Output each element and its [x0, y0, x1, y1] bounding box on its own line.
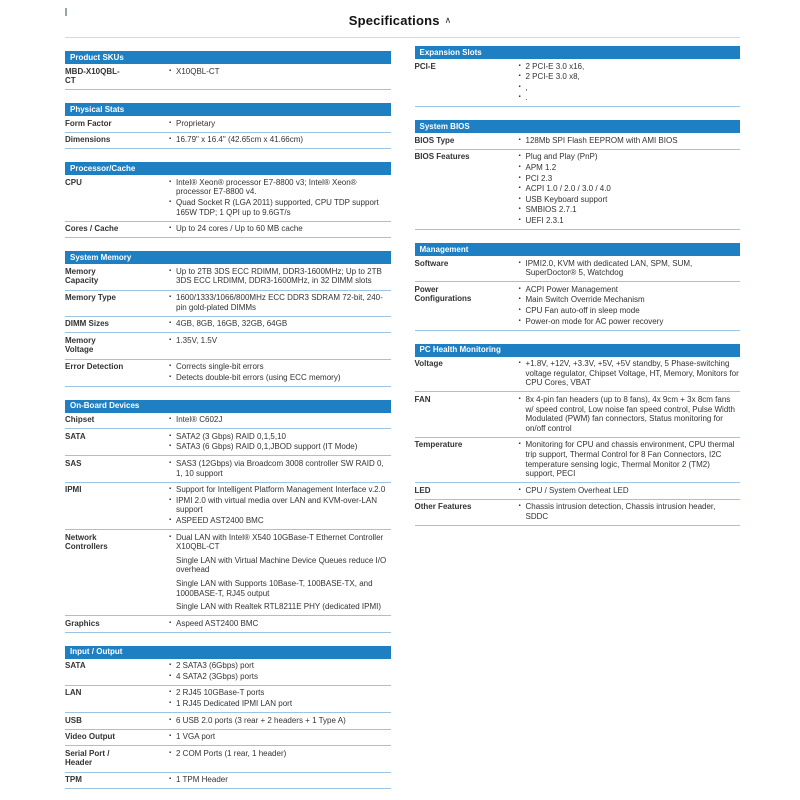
bullet-icon: ▪ [169, 486, 172, 493]
bullet-icon: ▪ [169, 716, 172, 723]
spec-item [519, 216, 741, 226]
spec-item [519, 205, 741, 215]
bullet-icon: ▪ [518, 395, 521, 402]
bullet-icon: ▪ [518, 259, 521, 266]
section-header-product-skus: Product SKUs [65, 51, 391, 64]
spec-item-text: Corrects single-bit errors [176, 362, 264, 371]
bullet-icon: ▪ [169, 373, 172, 380]
spec-columns [0, 46, 800, 800]
spec-item-text: Proprietary [176, 118, 216, 128]
spec-item [519, 174, 741, 184]
spec-label-power-configurations: Power Configurations [414, 284, 472, 304]
spec-item [169, 432, 391, 442]
specifications-header[interactable] [0, 0, 800, 30]
spec-item-text: ACPI Power Management [525, 284, 618, 294]
spec-item-text: CPU / System Overheat LED [525, 485, 629, 495]
spec-item-text: X10QBL-CT [176, 66, 220, 76]
spec-item-text: SMBIOS 2.7.1 [525, 205, 577, 215]
bullet-icon: ▪ [518, 486, 521, 493]
top-left-tick [65, 8, 67, 16]
bullet-icon: ▪ [169, 689, 172, 696]
spec-item [519, 184, 741, 194]
spec-row-temperature [415, 438, 741, 483]
spec-values [169, 485, 391, 525]
spec-row-memory-voltage [65, 333, 391, 359]
bullet-icon: ▪ [169, 416, 172, 423]
bullet-icon: ▪ [518, 296, 521, 303]
spec-values [169, 432, 391, 452]
page-title: Specifications [348, 13, 440, 28]
spec-label-sas: SAS [65, 458, 82, 468]
spec-row-memory-type [65, 291, 391, 317]
spec-item [169, 198, 391, 217]
spec-row-mbd-x10qbl-ct [65, 64, 391, 90]
spec-values [519, 62, 741, 103]
spec-item-text: Main Switch Override Mechanism [525, 295, 645, 305]
spec-item-text: CPU Fan auto-off in sleep mode [525, 306, 640, 315]
bullet-icon: ▪ [518, 136, 521, 143]
spec-item-text: 2 PCI-E 3.0 x16, [525, 61, 585, 71]
spec-label-memory-capacity: Memory Capacity [65, 266, 99, 286]
bullet-icon: ▪ [518, 94, 521, 101]
spec-item-text: 1 VGA port [176, 732, 216, 742]
bullet-icon: ▪ [518, 83, 521, 90]
spec-item [169, 775, 391, 785]
spec-label-cpu: CPU [65, 177, 82, 187]
spec-values [519, 152, 741, 225]
spec-row-chipset [65, 413, 391, 430]
bullet-icon: ▪ [518, 317, 521, 324]
spec-item [519, 295, 741, 305]
spec-values [169, 119, 391, 129]
section-header-on-board-devices: On-Board Devices [65, 400, 391, 413]
bullet-icon: ▪ [169, 294, 172, 301]
spec-item [519, 395, 741, 433]
spec-item [519, 259, 741, 278]
spec-item [169, 749, 391, 759]
spec-item-text: SATA2 (3 Gbps) RAID 0,1,5,10 [176, 431, 286, 441]
spec-item-text: 1 TPM Header [176, 775, 228, 785]
spec-item [519, 317, 741, 327]
spec-item-text: UEFI 2.3.1 [525, 216, 564, 226]
spec-row-video-output [65, 730, 391, 747]
spec-label-video-output: Video Output [65, 732, 116, 742]
bullet-icon: ▪ [169, 119, 172, 126]
spec-row-network-controllers [65, 530, 391, 616]
spec-item-text: PCI 2.3 [525, 173, 553, 183]
bullet-icon: ▪ [169, 533, 172, 540]
spec-item [519, 163, 741, 173]
spec-row-serial-port-header [65, 746, 391, 772]
spec-item-text: Quad Socket R (LGA 2011) supported, CPU TDP support 165W TDP; 1 QPI up to 9.6GT/s [176, 198, 379, 217]
spec-item [176, 602, 391, 612]
section-product-skus [65, 51, 391, 90]
left-column [65, 46, 391, 800]
spec-item-text: Single LAN with Virtual Machine Device Queues reduce I/O overhead [176, 555, 387, 575]
section-header-physical-stats: Physical Stats [65, 103, 391, 116]
spec-row-software [415, 256, 741, 282]
spec-item-text: Up to 2TB 3DS ECC RDIMM, DDR3-1600MHz; Up to 2TB 3DS ECC LRDIMM, DDR3-1600MHz, in 32 DIMM slots [176, 266, 382, 286]
spec-row-dimm-sizes [65, 317, 391, 334]
collapse-chevron-icon[interactable]: ∧ [444, 15, 452, 25]
bullet-icon: ▪ [169, 320, 172, 327]
spec-label-form-factor: Form Factor [65, 118, 112, 128]
spec-item [169, 373, 391, 383]
spec-item-text: Plug and Play (PnP) [525, 152, 598, 162]
section-header-input-output: Input / Output [65, 646, 391, 659]
spec-values [169, 362, 391, 382]
bullet-icon: ▪ [518, 307, 521, 313]
spec-label-temperature: Temperature [414, 440, 463, 450]
spec-item-text: Intel® C602J [176, 415, 223, 425]
spec-item-text: 2 SATA3 (6Gbps) port [176, 661, 254, 671]
spec-row-usb [65, 713, 391, 730]
bullet-icon: ▪ [169, 733, 172, 740]
bullet-icon: ▪ [169, 67, 172, 74]
bullet-icon: ▪ [169, 443, 172, 450]
spec-item-text: 8x 4-pin fan headers (up to 8 fans), 4x 9cm + 3x 8cm fans w/ speed control, Low noise fan speed control, Pulse Width Modulated (PWM) fan connectors, Status monitoring for on/off control [525, 394, 735, 433]
spec-item-text: 2 COM Ports (1 rear, 1 header) [176, 748, 287, 758]
spec-item-text: , [525, 82, 528, 92]
bullet-icon: ▪ [518, 73, 521, 80]
bullet-icon: ▪ [169, 136, 172, 143]
bullet-icon: ▪ [169, 672, 172, 679]
spec-item-text: Chassis intrusion detection, Chassis intrusion header, SDDC [525, 502, 716, 521]
spec-item-text: 128Mb SPI Flash EEPROM with AMI BIOS [525, 135, 678, 145]
spec-label-sata: SATA [65, 431, 86, 441]
spec-item-text: 2 RJ45 10GBase-T ports [176, 688, 265, 698]
spec-label-dimm-sizes: DIMM Sizes [65, 319, 110, 329]
spec-item [169, 533, 391, 552]
section-header-system-memory: System Memory [65, 251, 391, 264]
spec-item [519, 136, 741, 146]
spec-label-serial-port-header: Serial Port / Header [65, 748, 110, 768]
spec-item [169, 699, 391, 709]
bullet-icon: ▪ [518, 174, 521, 181]
spec-item-text: SATA3 (6 Gbps) RAID 0,1,JBOD support (IT Mode) [176, 442, 358, 452]
spec-item-text: 1600/1333/1066/800MHz ECC DDR3 SDRAM 72-bit, 240-pin gold-plated DIMMs [176, 293, 383, 312]
spec-item-text: USB Keyboard support [525, 194, 608, 204]
spec-values [169, 415, 391, 425]
spec-values [169, 661, 391, 681]
spec-label-lan: LAN [65, 688, 82, 698]
spec-item [519, 195, 741, 205]
spec-item [169, 362, 391, 372]
bullet-icon: ▪ [169, 516, 172, 523]
spec-item [519, 62, 741, 72]
spec-item-text: Support for Intelligent Platform Management Interface v.2.0 [176, 485, 386, 495]
spec-row-dimensions [65, 133, 391, 150]
bullet-icon: ▪ [169, 178, 172, 185]
bullet-icon: ▪ [169, 199, 172, 206]
spec-row-bios-features [415, 150, 741, 230]
bullet-icon: ▪ [518, 441, 521, 448]
spec-values [169, 533, 391, 612]
bullet-icon: ▪ [518, 206, 521, 213]
bullet-icon: ▪ [169, 336, 172, 343]
spec-item [169, 672, 391, 682]
spec-values [169, 178, 391, 217]
spec-item-text: Detects double-bit errors (using ECC memory) [176, 372, 341, 382]
spec-item [169, 442, 391, 452]
spec-item-text: IPMI2.0, KVM with dedicated LAN, SPM, SUM, SuperDoctor® 5, Watchdog [525, 258, 693, 278]
spec-label-network-controllers: Network Controllers [65, 532, 108, 552]
spec-row-form-factor [65, 116, 391, 133]
spec-row-sas [65, 456, 391, 482]
section-management [415, 243, 741, 331]
spec-label-error-detection: Error Detection [65, 362, 124, 371]
section-system-bios [415, 120, 741, 230]
spec-item-text: Single LAN with Realtek RTL8211E PHY (dedicated IPMI) [176, 602, 381, 612]
spec-item-text: Power-on mode for AC power recovery [525, 316, 664, 326]
spec-item-text: APM 1.2 [525, 163, 557, 173]
spec-values [169, 135, 391, 145]
spec-label-mbd-x10qbl-ct: MBD-X10QBL-CT [65, 66, 120, 86]
bullet-icon: ▪ [518, 153, 521, 160]
spec-item [519, 440, 741, 478]
spec-item [169, 319, 391, 329]
spec-row-cpu [65, 175, 391, 221]
spec-label-graphics: Graphics [65, 618, 100, 628]
spec-item-text: 6 USB 2.0 ports (3 rear + 2 headers + 1 Type A) [176, 715, 346, 725]
title-divider [65, 37, 740, 38]
spec-item-text: 2 PCI-E 3.0 x8, [525, 72, 580, 82]
spec-item-text: 1 RJ45 Dedicated IPMI LAN port [176, 699, 293, 709]
spec-values [519, 136, 741, 146]
spec-row-power-configurations [415, 282, 741, 330]
spec-item [169, 135, 391, 145]
spec-label-bios-type: BIOS Type [414, 135, 455, 145]
section-header-pc-health-monitoring: PC Health Monitoring [415, 344, 741, 357]
spec-item-text: IPMI 2.0 with virtual media over LAN and KVM-over-LAN support [176, 495, 377, 515]
spec-item-text: ACPI 1.0 / 2.0 / 3.0 / 4.0 [525, 184, 611, 194]
spec-values [169, 732, 391, 742]
spec-values [519, 285, 741, 326]
section-header-processor-cache: Processor/Cache [65, 162, 391, 175]
section-header-management: Management [415, 243, 741, 256]
spec-item [176, 556, 391, 575]
spec-label-other-features: Other Features [414, 502, 472, 512]
spec-item [169, 516, 391, 526]
spec-item-text: ASPEED AST2400 BMC [176, 515, 264, 525]
spec-item [169, 661, 391, 671]
bullet-icon: ▪ [518, 360, 521, 367]
section-physical-stats [65, 103, 391, 149]
spec-label-cores-cache: Cores / Cache [65, 224, 119, 234]
spec-values [519, 395, 741, 433]
spec-item [519, 83, 741, 93]
spec-item [169, 267, 391, 286]
spec-item [519, 486, 741, 496]
spec-values [519, 440, 741, 478]
spec-values [169, 224, 391, 234]
spec-values [169, 267, 391, 286]
spec-item-text: Monitoring for CPU and chassis environment, CPU thermal trip support, Thermal Control for 8 Fan Connectors, I2C temperature sensing logic, Thermal Monitor 2 (TM2) support, PECI [525, 440, 735, 479]
spec-item-text: Aspeed AST2400 BMC [176, 618, 259, 628]
spec-label-fan: FAN [414, 394, 431, 404]
spec-row-pci-e [415, 59, 741, 107]
spec-item [169, 485, 391, 495]
spec-label-pci-e: PCI-E [414, 61, 436, 71]
section-input-output [65, 646, 391, 789]
spec-row-other-features [415, 500, 741, 526]
spec-item [169, 224, 391, 234]
spec-label-bios-features: BIOS Features [414, 152, 470, 162]
spec-item-text: Intel® Xeon® processor E7-8800 v3; Intel® Xeon® processor E7-8800 v4. [176, 177, 357, 197]
spec-item [169, 178, 391, 197]
spec-item-text: Single LAN with Supports 10Base-T, 100BASE-TX, and 1000BASE-T, RJ45 output [176, 578, 373, 598]
bullet-icon: ▪ [518, 195, 521, 202]
spec-item [169, 67, 391, 77]
spec-item [169, 336, 391, 346]
spec-label-voltage: Voltage [414, 359, 443, 369]
spec-values [169, 459, 391, 478]
spec-item-text: Dual LAN with Intel® X540 10GBase-T Ethernet Controller X10QBL-CT [176, 532, 384, 552]
spec-row-tpm [65, 773, 391, 790]
spec-item [169, 496, 391, 515]
spec-values [519, 502, 741, 521]
bullet-icon: ▪ [169, 619, 172, 626]
spec-item [176, 579, 391, 598]
bullet-icon: ▪ [169, 700, 172, 707]
spec-item [519, 285, 741, 295]
spec-item [519, 152, 741, 162]
bullet-icon: ▪ [169, 776, 172, 783]
bullet-icon: ▪ [518, 285, 521, 292]
spec-label-led: LED [414, 485, 431, 495]
spec-values [169, 688, 391, 708]
spec-row-bios-type [415, 133, 741, 150]
spec-values [169, 293, 391, 312]
spec-item-text: 16.79" x 16.4" (42.65cm x 41.66cm) [176, 135, 304, 145]
spec-item [519, 93, 741, 103]
spec-item-text: 4 SATA2 (3Gbps) ports [176, 671, 258, 681]
spec-values [169, 716, 391, 726]
spec-values [169, 336, 391, 355]
spec-item-text: Up to 24 cores / Up to 60 MB cache [176, 224, 303, 234]
spec-item-text: 4GB, 8GB, 16GB, 32GB, 64GB [176, 319, 288, 329]
spec-label-memory-voltage: Memory Voltage [65, 335, 96, 355]
spec-item [519, 306, 741, 316]
spec-label-tpm: TPM [65, 775, 82, 785]
section-system-memory [65, 251, 391, 386]
spec-row-memory-capacity [65, 264, 391, 290]
spec-item-text: SAS3 (12Gbps) via Broadcom 3008 controller SW RAID 0, 1, 10 support [176, 458, 384, 478]
bullet-icon: ▪ [518, 503, 521, 510]
spec-item-text: +1.8V, +12V, +3.3V, +5V, +5V standby, 5 Phase-switching voltage regulator, Chipset Voltage, HT, Memory, Monitors for CPU Cores, VBAT [525, 359, 739, 388]
spec-label-ipmi: IPMI [65, 485, 82, 495]
bullet-icon: ▪ [518, 164, 521, 171]
spec-item-text: 1.35V, 1.5V [176, 335, 218, 345]
spec-item [519, 359, 741, 388]
section-on-board-devices [65, 400, 391, 633]
spec-row-lan [65, 686, 391, 713]
bullet-icon: ▪ [518, 62, 521, 69]
spec-values [519, 359, 741, 388]
spec-row-led [415, 483, 741, 500]
spec-item [519, 502, 741, 521]
section-pc-health-monitoring [415, 344, 741, 526]
spec-item [169, 293, 391, 312]
spec-values [169, 749, 391, 768]
spec-item [169, 619, 391, 629]
spec-row-sata [65, 429, 391, 456]
bullet-icon: ▪ [518, 185, 521, 192]
spec-item [169, 119, 391, 129]
spec-item [169, 415, 391, 425]
spec-label-usb: USB [65, 715, 82, 725]
spec-item [169, 688, 391, 698]
bullet-icon: ▪ [518, 217, 521, 224]
spec-item-text: . [525, 93, 528, 103]
spec-values [169, 775, 391, 785]
spec-row-ipmi [65, 483, 391, 530]
spec-values [519, 259, 741, 278]
spec-label-software: Software [414, 258, 449, 268]
spec-label-sata: SATA [65, 661, 86, 671]
spec-item [169, 716, 391, 726]
spec-row-fan [415, 392, 741, 437]
spec-values [519, 486, 741, 496]
bullet-icon: ▪ [169, 662, 172, 669]
spec-item [519, 72, 741, 82]
section-header-expansion-slots: Expansion Slots [415, 46, 741, 59]
spec-values [169, 619, 391, 629]
bullet-icon: ▪ [169, 496, 172, 503]
section-header-system-bios: System BIOS [415, 120, 741, 133]
right-column [415, 46, 741, 539]
spec-row-voltage [415, 357, 741, 393]
spec-row-error-detection [65, 360, 391, 387]
section-expansion-slots [415, 46, 741, 107]
bullet-icon: ▪ [169, 749, 172, 756]
spec-label-chipset: Chipset [65, 415, 95, 425]
spec-label-memory-type: Memory Type [65, 293, 116, 303]
spec-item [169, 459, 391, 478]
bullet-icon: ▪ [169, 432, 172, 439]
spec-values [169, 67, 391, 86]
section-processor-cache [65, 162, 391, 238]
bullet-icon: ▪ [169, 225, 172, 232]
bullet-icon: ▪ [169, 459, 172, 466]
spec-row-cores-cache [65, 222, 391, 239]
spec-label-dimensions: Dimensions [65, 135, 111, 145]
bullet-icon: ▪ [169, 267, 172, 274]
bullet-icon: ▪ [169, 363, 172, 369]
spec-values [169, 319, 391, 329]
spec-row-sata [65, 659, 391, 686]
spec-item [169, 732, 391, 742]
spec-row-graphics [65, 616, 391, 633]
